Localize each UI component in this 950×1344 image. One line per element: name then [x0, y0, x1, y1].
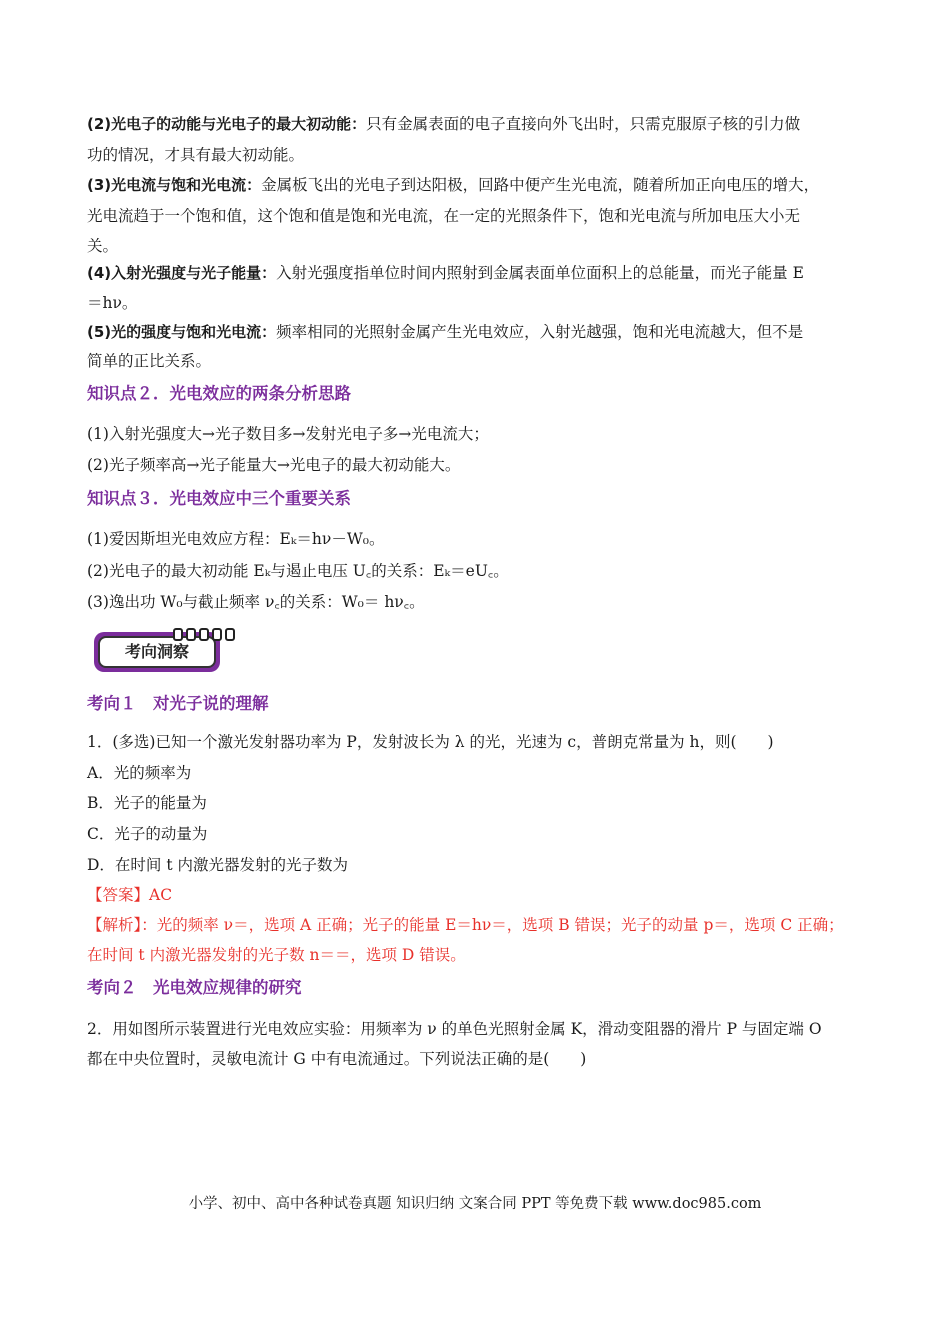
paragraph-text: 关。 — [87, 237, 119, 255]
paragraph-text: 入射光强度指单位时间内照射到金属表面单位面积上的总能量，而光子能量 E — [276, 264, 804, 282]
list-item: (2)光电子的最大初动能 Eₖ与遏止电压 U꜀的关系：Eₖ＝eU꜀。 — [87, 562, 509, 580]
analysis: 在时间 t 内激光器发射的光子数 n＝＝，选项 D 错误。 — [87, 946, 466, 964]
term-label: (5)光的强度与饱和光电流： — [87, 323, 277, 341]
paragraph-text: ＝hν。 — [87, 294, 138, 312]
topic-heading: 考向１ 对光子说的理解 — [87, 694, 269, 713]
question-stem: 2．用如图所示装置进行光电效应实验：用频率为 ν 的单色光照射金属 K，滑动变阻器的滑片 P 与固定端 O — [87, 1020, 822, 1038]
section-heading: 知识点３．光电效应中三个重要关系 — [87, 489, 351, 508]
option-d: D．在时间 t 内激光器发射的光子数为 — [87, 856, 349, 874]
question-stem: 1．(多选)已知一个激光发射器功率为 P，发射波长为 λ 的光，光速为 c，普朗克常量为 h，则( ) — [87, 733, 774, 751]
analysis: 【解析】：光的频率 ν＝，选项 A 正确；光子的能量 E＝hν＝，选项 B 错误；光子的动量 p＝，选项 C 正确； — [87, 916, 844, 934]
paragraph-text: 金属板飞出的光电子到达阳极，回路中便产生光电流，随着所加正向电压的增大， — [261, 176, 820, 194]
term-label: (3)光电流与饱和光电流： — [87, 176, 262, 194]
paragraph-text: 光电流趋于一个饱和值，这个饱和值是饱和光电流，在一定的光照条件下，饱和光电流与所加电压大小无 — [87, 207, 801, 225]
option-c: C．光子的动量为 — [87, 825, 208, 843]
paragraph-text: 简单的正比关系。 — [87, 352, 212, 370]
page-footer: 小学、初中、高中各种试卷真题 知识归纳 文案合同 PPT 等免费下载 www.doc985.com — [188, 1196, 762, 1212]
list-item: (3)逸出功 W₀与截止频率 ν꜀的关系：W₀＝ hν꜀。 — [87, 593, 425, 611]
notebook-rings-icon — [173, 626, 238, 645]
badge-label: 考向洞察 — [98, 636, 216, 668]
term-label: (4)入射光强度与光子能量： — [87, 264, 277, 282]
list-item: (1)爱因斯坦光电效应方程：Eₖ＝hν－W₀。 — [87, 530, 385, 548]
topic-heading: 考向２ 光电效应规律的研究 — [87, 978, 302, 997]
paragraph-text: 频率相同的光照射金属产生光电效应，入射光越强，饱和光电流越大，但不是 — [276, 323, 804, 341]
paragraph-2 — [87, 113, 800, 135]
term-label: (2)光电子的动能与光电子的最大初动能： — [87, 115, 367, 133]
list-item: (1)入射光强度大→光子数目多→发射光电子多→光电流大； — [87, 425, 489, 443]
list-item: (2)光子频率高→光子能量大→光电子的最大初动能大。 — [87, 456, 461, 474]
paragraph-text: 只有金属表面的电子直接向外飞出时，只需克服原子核的引力做 — [366, 115, 801, 133]
paragraph-4 — [87, 262, 804, 284]
paragraph-3 — [87, 174, 819, 196]
question-stem: 都在中央位置时，灵敏电流计 G 中有电流通过。下列说法正确的是( ) — [87, 1050, 587, 1068]
section-heading: 知识点２．光电效应的两条分析思路 — [87, 384, 351, 403]
paragraph-text: 功的情况，才具有最大初动能。 — [87, 146, 305, 164]
option-a: A．光的频率为 — [87, 764, 192, 782]
option-b: B．光子的能量为 — [87, 794, 207, 812]
answer: 【答案】AC — [87, 886, 173, 904]
paragraph-5 — [87, 321, 803, 343]
